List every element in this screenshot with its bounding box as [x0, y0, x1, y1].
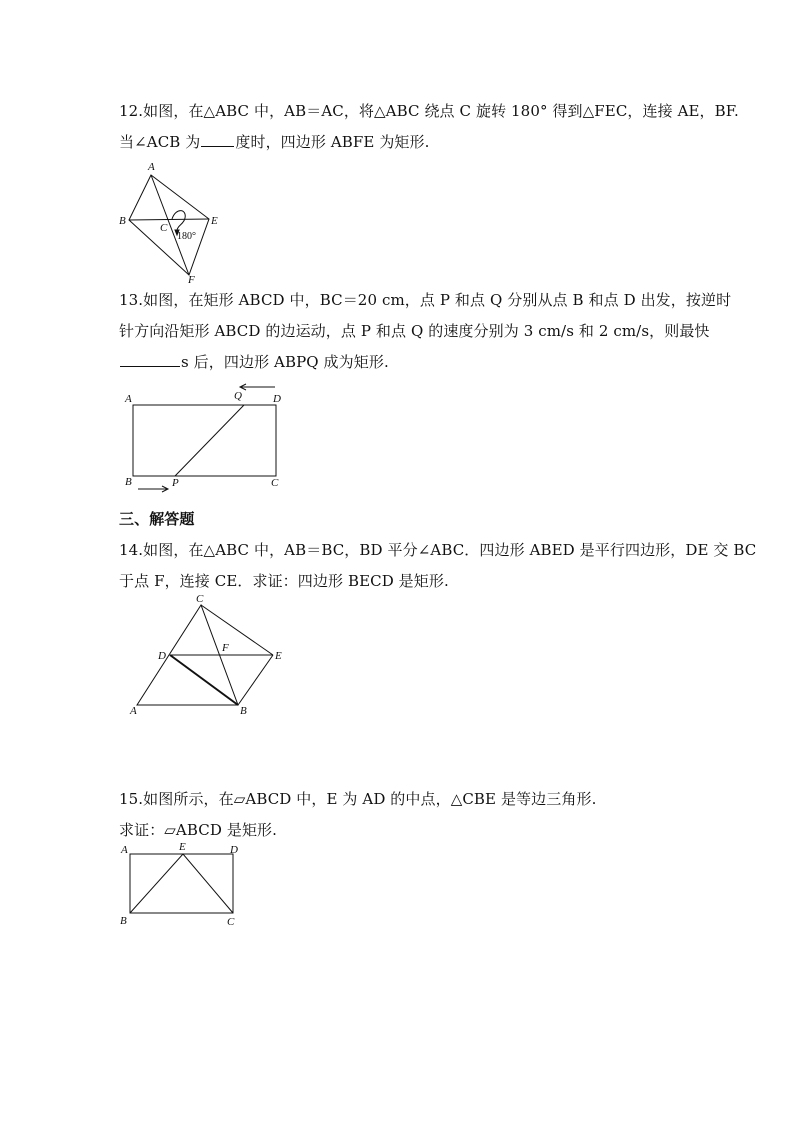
- q14-line-bd: [170, 655, 238, 705]
- q14-line-be: [238, 655, 273, 705]
- q12-figure: [115, 158, 220, 286]
- q14-label-c: C: [196, 593, 204, 605]
- q12-text-after-blank: 度时，四边形 ABFE 为矩形.: [235, 133, 430, 151]
- q15-figure: [117, 840, 247, 932]
- q14-text-line2: 于点 F，连接 CE．求证：四边形 BECD 是矩形.: [119, 572, 449, 590]
- q15-rectangle-abcd: [130, 854, 233, 913]
- q14-figure: [125, 592, 290, 722]
- q13-label-a: A: [125, 393, 132, 405]
- q13-text-line3: [119, 351, 389, 372]
- q12-text-line2: [119, 131, 430, 152]
- q12-angle-label: 180°: [177, 231, 196, 242]
- q14-text-line1: 14.如图，在△ABC 中，AB＝BC，BD 平分∠ABC．四边形 ABED 是平行四边形，DE 交 BC: [119, 541, 757, 559]
- q15-text-line2: 求证：▱ABCD 是矩形.: [119, 821, 278, 839]
- q12-label-a: A: [148, 161, 155, 173]
- q13-label-p: P: [172, 477, 179, 489]
- q15-label-c: C: [227, 916, 235, 928]
- q13-answer-blank[interactable]: [120, 352, 180, 367]
- q12-text-before-blank: 当∠ACB 为: [119, 133, 201, 151]
- q13-label-b: B: [125, 476, 132, 488]
- q13-label-d: D: [273, 393, 281, 405]
- q13-text-after-blank: s 后，四边形 ABPQ 成为矩形.: [181, 353, 389, 371]
- q14-label-a: A: [130, 705, 137, 717]
- q14-line-ce: [201, 605, 273, 655]
- q12-text-line1: 12.如图，在△ABC 中，AB＝AC，将△ABC 绕点 C 旋转 180° 得到△FEC，连接 AE，BF.: [119, 102, 739, 120]
- q15-label-e: E: [179, 841, 186, 853]
- q13-segment-pq: [175, 405, 244, 476]
- q13-rectangle-abcd: [133, 405, 276, 476]
- q15-triangle-bec: [130, 854, 233, 913]
- q13-label-q: Q: [234, 390, 242, 402]
- q15-label-a: A: [121, 844, 128, 856]
- q14-label-d: D: [158, 650, 166, 662]
- q12-rotation-arc: [172, 211, 185, 230]
- q14-label-f: F: [222, 642, 229, 654]
- q13-label-c: C: [271, 477, 279, 489]
- q15-label-b: B: [120, 915, 127, 927]
- q14-label-b: B: [240, 705, 247, 717]
- q12-answer-blank[interactable]: [201, 132, 234, 147]
- q12-line-be: [129, 219, 209, 220]
- q15-label-d: D: [230, 844, 238, 856]
- section-title: 三、解答题: [119, 510, 195, 528]
- q13-figure: [120, 378, 290, 496]
- q12-label-f: F: [188, 274, 195, 286]
- q13-text-line2: 针方向沿矩形 ABCD 的边运动，点 P 和点 Q 的速度分别为 3 cm/s 和 2 cm/s，则最快: [119, 322, 710, 340]
- q12-label-c: C: [160, 222, 168, 234]
- q14-label-e: E: [275, 650, 282, 662]
- q15-text-line1: 15.如图所示，在▱ABCD 中，E 为 AD 的中点，△CBE 是等边三角形.: [119, 790, 597, 808]
- q12-quad-abfe: [129, 175, 209, 275]
- q12-label-e: E: [211, 215, 218, 227]
- q13-text-line1: 13.如图，在矩形 ABCD 中，BC＝20 cm，点 P 和点 Q 分别从点 B 和点 D 出发，按逆时: [119, 291, 732, 309]
- q12-label-b: B: [119, 215, 126, 227]
